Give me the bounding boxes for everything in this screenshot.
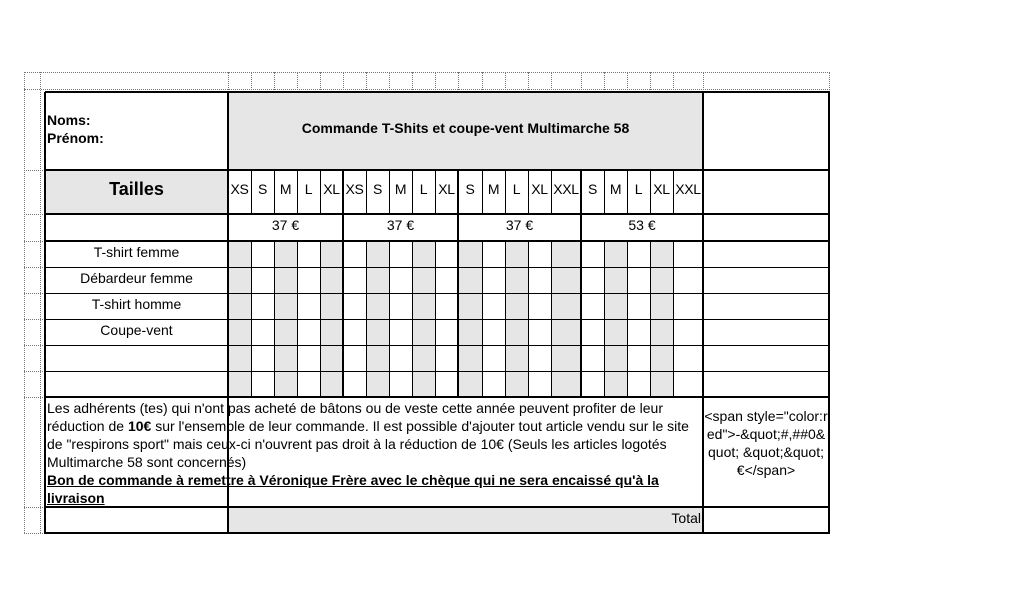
quantity-cell[interactable] bbox=[674, 294, 702, 318]
formula-text: <span style="color:red">-&quot;#,##0&quot; &quot;&quot; €</span> bbox=[704, 408, 828, 478]
quantity-cell[interactable] bbox=[367, 346, 388, 370]
quantity-cell[interactable] bbox=[367, 268, 388, 292]
quantity-cell[interactable] bbox=[390, 294, 411, 318]
quantity-cell[interactable] bbox=[252, 294, 273, 318]
quantity-cell[interactable] bbox=[582, 294, 603, 318]
total-label: Total bbox=[671, 510, 701, 526]
header-right-cell bbox=[704, 93, 828, 169]
gridline bbox=[251, 72, 252, 92]
quantity-cell[interactable] bbox=[367, 372, 388, 396]
quantity-cell[interactable] bbox=[552, 242, 580, 266]
sizes-label: Tailles bbox=[109, 179, 164, 199]
gridline bbox=[458, 72, 459, 92]
quantity-cell[interactable] bbox=[651, 346, 672, 370]
quantity-cell[interactable] bbox=[582, 372, 603, 396]
price-label: 37 € bbox=[386, 217, 415, 233]
note-text: sur l'ensemble de leur commande. Il est possible d'ajouter tout article vendu sur le site de "respirons sport" mais ceux-ci n'ouvrent pas droit à la réduction de 10€ (Seuls les articles logotés Multimarche 58 sont concernés) bbox=[47, 418, 689, 470]
gridline bbox=[274, 72, 275, 92]
size-header: XL bbox=[323, 181, 340, 197]
size-header: S bbox=[465, 181, 475, 197]
quantity-cell[interactable] bbox=[321, 268, 342, 292]
gridline bbox=[24, 397, 45, 398]
grand-total-cell bbox=[704, 508, 828, 532]
quantity-cell[interactable] bbox=[390, 372, 411, 396]
quantity-cell[interactable] bbox=[413, 320, 434, 344]
quantity-cell[interactable] bbox=[552, 320, 580, 344]
size-header: S bbox=[257, 181, 268, 197]
quantity-cell[interactable] bbox=[529, 320, 550, 344]
quantity-cell[interactable] bbox=[436, 268, 457, 292]
gridline bbox=[703, 72, 704, 92]
quantity-cell[interactable] bbox=[506, 294, 527, 318]
quantity-cell[interactable] bbox=[275, 268, 296, 292]
quantity-cell[interactable] bbox=[605, 294, 626, 318]
quantity-cell[interactable] bbox=[552, 294, 580, 318]
gridline bbox=[24, 241, 45, 242]
quantity-cell[interactable] bbox=[344, 268, 365, 292]
gridline bbox=[297, 72, 298, 92]
price-label: 53 € bbox=[628, 217, 656, 233]
gridline bbox=[228, 72, 229, 92]
gridline bbox=[627, 72, 628, 92]
quantity-cell[interactable] bbox=[459, 294, 481, 318]
gridline bbox=[24, 170, 45, 171]
quantity-cell[interactable] bbox=[552, 268, 580, 292]
quantity-cell[interactable] bbox=[275, 372, 296, 396]
quantity-cell[interactable] bbox=[252, 242, 273, 266]
item-label: T-shirt homme bbox=[91, 296, 182, 312]
quantity-cell[interactable] bbox=[506, 268, 527, 292]
quantity-cell[interactable] bbox=[298, 372, 319, 396]
quantity-cell[interactable] bbox=[390, 346, 411, 370]
gridline bbox=[528, 72, 529, 92]
size-header: XS bbox=[345, 181, 364, 197]
quantity-cell[interactable] bbox=[483, 320, 504, 344]
quantity-cell[interactable] bbox=[582, 268, 603, 292]
item-label: T-shirt femme bbox=[93, 244, 180, 260]
quantity-cell[interactable] bbox=[605, 242, 626, 266]
quantity-cell[interactable] bbox=[651, 320, 672, 344]
quantity-cell[interactable] bbox=[321, 320, 342, 344]
quantity-cell[interactable] bbox=[529, 268, 550, 292]
gridline bbox=[581, 72, 582, 92]
quantity-cell[interactable] bbox=[529, 294, 550, 318]
quantity-cell[interactable] bbox=[529, 242, 550, 266]
quantity-cell[interactable] bbox=[321, 346, 342, 370]
note-paragraph bbox=[47, 399, 701, 507]
item-label bbox=[45, 374, 228, 392]
quantity-cell[interactable] bbox=[552, 372, 580, 396]
quantity-cell[interactable] bbox=[483, 242, 504, 266]
gridline bbox=[24, 72, 25, 533]
quantity-cell[interactable] bbox=[506, 242, 527, 266]
quantity-cell[interactable] bbox=[582, 346, 603, 370]
footer-input-cell[interactable] bbox=[46, 508, 227, 532]
item-label: Débardeur femme bbox=[80, 270, 193, 286]
name-input-area[interactable] bbox=[46, 93, 227, 169]
gridline bbox=[24, 89, 830, 90]
names-label: Noms: bbox=[47, 112, 91, 128]
size-header: L bbox=[634, 181, 643, 197]
gridline bbox=[343, 72, 344, 92]
quantity-cell[interactable] bbox=[367, 242, 388, 266]
quantity-cell[interactable] bbox=[298, 242, 319, 266]
size-header: M bbox=[394, 181, 407, 197]
quantity-cell[interactable] bbox=[344, 294, 365, 318]
line-total-cell bbox=[704, 268, 828, 292]
quantity-cell[interactable] bbox=[436, 242, 457, 266]
quantity-cell[interactable] bbox=[344, 242, 365, 266]
border-line bbox=[828, 92, 830, 534]
quantity-cell[interactable] bbox=[436, 294, 457, 318]
gridline bbox=[24, 345, 45, 346]
quantity-cell[interactable] bbox=[390, 268, 411, 292]
quantity-cell[interactable] bbox=[367, 320, 388, 344]
quantity-cell[interactable] bbox=[275, 320, 296, 344]
gridline bbox=[412, 72, 413, 92]
quantity-cell[interactable] bbox=[436, 372, 457, 396]
size-header: L bbox=[419, 181, 428, 197]
quantity-cell[interactable] bbox=[298, 346, 319, 370]
size-header: XL bbox=[438, 181, 455, 197]
quantity-cell[interactable] bbox=[390, 242, 411, 266]
size-header: XS bbox=[230, 181, 249, 197]
quantity-cell[interactable] bbox=[651, 372, 672, 396]
gridline bbox=[389, 72, 390, 92]
gridline bbox=[24, 267, 45, 268]
size-header: S bbox=[372, 181, 383, 197]
quantity-cell[interactable] bbox=[275, 242, 296, 266]
quantity-cell[interactable] bbox=[582, 320, 603, 344]
item-label bbox=[45, 348, 228, 366]
size-header: L bbox=[304, 181, 313, 197]
border-line bbox=[45, 169, 830, 171]
quantity-cell[interactable] bbox=[275, 346, 296, 370]
quantity-cell[interactable] bbox=[298, 268, 319, 292]
gridline bbox=[24, 72, 830, 73]
gridline bbox=[673, 72, 674, 92]
border-line bbox=[45, 396, 830, 398]
quantity-cell[interactable] bbox=[628, 294, 649, 318]
quantity-cell[interactable] bbox=[229, 346, 250, 370]
quantity-cell[interactable] bbox=[628, 372, 649, 396]
quantity-cell[interactable] bbox=[506, 372, 527, 396]
quantity-cell[interactable] bbox=[459, 242, 481, 266]
quantity-cell[interactable] bbox=[436, 320, 457, 344]
quantity-cell[interactable] bbox=[321, 372, 342, 396]
quantity-cell[interactable] bbox=[298, 320, 319, 344]
gridline bbox=[482, 72, 483, 92]
quantity-cell[interactable] bbox=[605, 346, 626, 370]
quantity-cell[interactable] bbox=[413, 268, 434, 292]
quantity-cell[interactable] bbox=[252, 346, 273, 370]
quantity-cell[interactable] bbox=[628, 268, 649, 292]
gridline bbox=[24, 293, 45, 294]
quantity-cell[interactable] bbox=[229, 268, 250, 292]
line-total-cell bbox=[704, 294, 828, 318]
gridline bbox=[435, 72, 436, 92]
quantity-cell[interactable] bbox=[390, 320, 411, 344]
quantity-cell[interactable] bbox=[552, 346, 580, 370]
gridline bbox=[650, 72, 651, 92]
quantity-cell[interactable] bbox=[459, 372, 481, 396]
quantity-cell[interactable] bbox=[252, 372, 273, 396]
price-label: 37 € bbox=[505, 217, 534, 233]
quantity-cell[interactable] bbox=[506, 320, 527, 344]
size-header: M bbox=[609, 181, 622, 197]
delivery-instruction: Bon de commande à remettre à Véronique Frère avec le chèque qui ne sera encaissé qu'à la livraison bbox=[47, 472, 659, 506]
quantity-cell[interactable] bbox=[344, 320, 365, 344]
quantity-cell[interactable] bbox=[459, 346, 481, 370]
gridline bbox=[829, 72, 830, 92]
size-header: M bbox=[487, 181, 500, 197]
border-line bbox=[45, 532, 830, 534]
item-label: Coupe-vent bbox=[100, 322, 173, 338]
quantity-cell[interactable] bbox=[483, 268, 504, 292]
quantity-cell[interactable] bbox=[506, 346, 527, 370]
size-header: XL bbox=[653, 181, 670, 197]
quantity-cell[interactable] bbox=[483, 294, 504, 318]
quantity-cell[interactable] bbox=[674, 268, 702, 292]
quantity-cell[interactable] bbox=[229, 294, 250, 318]
quantity-cell[interactable] bbox=[529, 372, 550, 396]
gridline bbox=[24, 533, 45, 534]
line-total-cell bbox=[704, 320, 828, 344]
quantity-cell[interactable] bbox=[529, 346, 550, 370]
gridline bbox=[320, 72, 321, 92]
quantity-cell[interactable] bbox=[321, 294, 342, 318]
line-total-cell bbox=[704, 372, 828, 396]
quantity-cell[interactable] bbox=[628, 346, 649, 370]
gridline bbox=[505, 72, 506, 92]
quantity-cell[interactable] bbox=[674, 372, 702, 396]
quantity-cell[interactable] bbox=[229, 242, 250, 266]
price-label: 37 € bbox=[271, 217, 300, 233]
quantity-cell[interactable] bbox=[413, 346, 434, 370]
gridline bbox=[24, 319, 45, 320]
quantity-cell[interactable] bbox=[483, 372, 504, 396]
line-total-cell bbox=[704, 242, 828, 266]
quantity-cell[interactable] bbox=[298, 294, 319, 318]
quantity-cell[interactable] bbox=[321, 242, 342, 266]
quantity-cell[interactable] bbox=[674, 320, 702, 344]
quantity-cell[interactable] bbox=[628, 242, 649, 266]
quantity-cell[interactable] bbox=[344, 346, 365, 370]
quantity-cell[interactable] bbox=[436, 346, 457, 370]
line-total-cell bbox=[704, 346, 828, 370]
note-text: Les adhérents (tes) qui n'ont pas acheté de bâtons ou de veste cette année peuvent profiter de leur réduction de bbox=[47, 400, 663, 434]
gridline bbox=[24, 214, 45, 215]
quantity-cell[interactable] bbox=[275, 294, 296, 318]
size-header: S bbox=[587, 181, 598, 197]
quantity-cell[interactable] bbox=[651, 294, 672, 318]
size-header: L bbox=[512, 181, 521, 197]
quantity-cell[interactable] bbox=[651, 242, 672, 266]
gridline bbox=[551, 72, 552, 92]
quantity-cell[interactable] bbox=[483, 346, 504, 370]
quantity-cell[interactable] bbox=[605, 320, 626, 344]
size-header: XXL bbox=[553, 181, 579, 197]
quantity-cell[interactable] bbox=[413, 372, 434, 396]
border-line bbox=[45, 213, 830, 215]
size-header: M bbox=[279, 181, 292, 197]
quantity-cell[interactable] bbox=[229, 320, 250, 344]
gridline bbox=[604, 72, 605, 92]
quantity-cell[interactable] bbox=[344, 372, 365, 396]
quantity-cell[interactable] bbox=[413, 242, 434, 266]
quantity-cell[interactable] bbox=[605, 268, 626, 292]
firstname-label: Prénom: bbox=[47, 130, 104, 146]
gridline bbox=[24, 371, 45, 372]
quantity-cell[interactable] bbox=[459, 268, 481, 292]
quantity-cell[interactable] bbox=[252, 320, 273, 344]
quantity-cell[interactable] bbox=[628, 320, 649, 344]
quantity-cell[interactable] bbox=[582, 242, 603, 266]
quantity-cell[interactable] bbox=[674, 346, 702, 370]
quantity-cell[interactable] bbox=[605, 372, 626, 396]
quantity-cell[interactable] bbox=[252, 268, 273, 292]
gridline bbox=[366, 72, 367, 92]
quantity-cell[interactable] bbox=[651, 268, 672, 292]
quantity-cell[interactable] bbox=[413, 294, 434, 318]
quantity-cell[interactable] bbox=[367, 294, 388, 318]
quantity-cell[interactable] bbox=[459, 320, 481, 344]
size-header: XL bbox=[531, 181, 548, 197]
quantity-cell[interactable] bbox=[229, 372, 250, 396]
form-title: Commande T-Shits et coupe-vent Multimarche 58 bbox=[301, 120, 630, 136]
size-header: XXL bbox=[675, 181, 701, 197]
gridline bbox=[24, 507, 45, 508]
note-discount: 10€ bbox=[127, 418, 152, 434]
quantity-cell[interactable] bbox=[674, 242, 702, 266]
gridline bbox=[40, 72, 41, 533]
